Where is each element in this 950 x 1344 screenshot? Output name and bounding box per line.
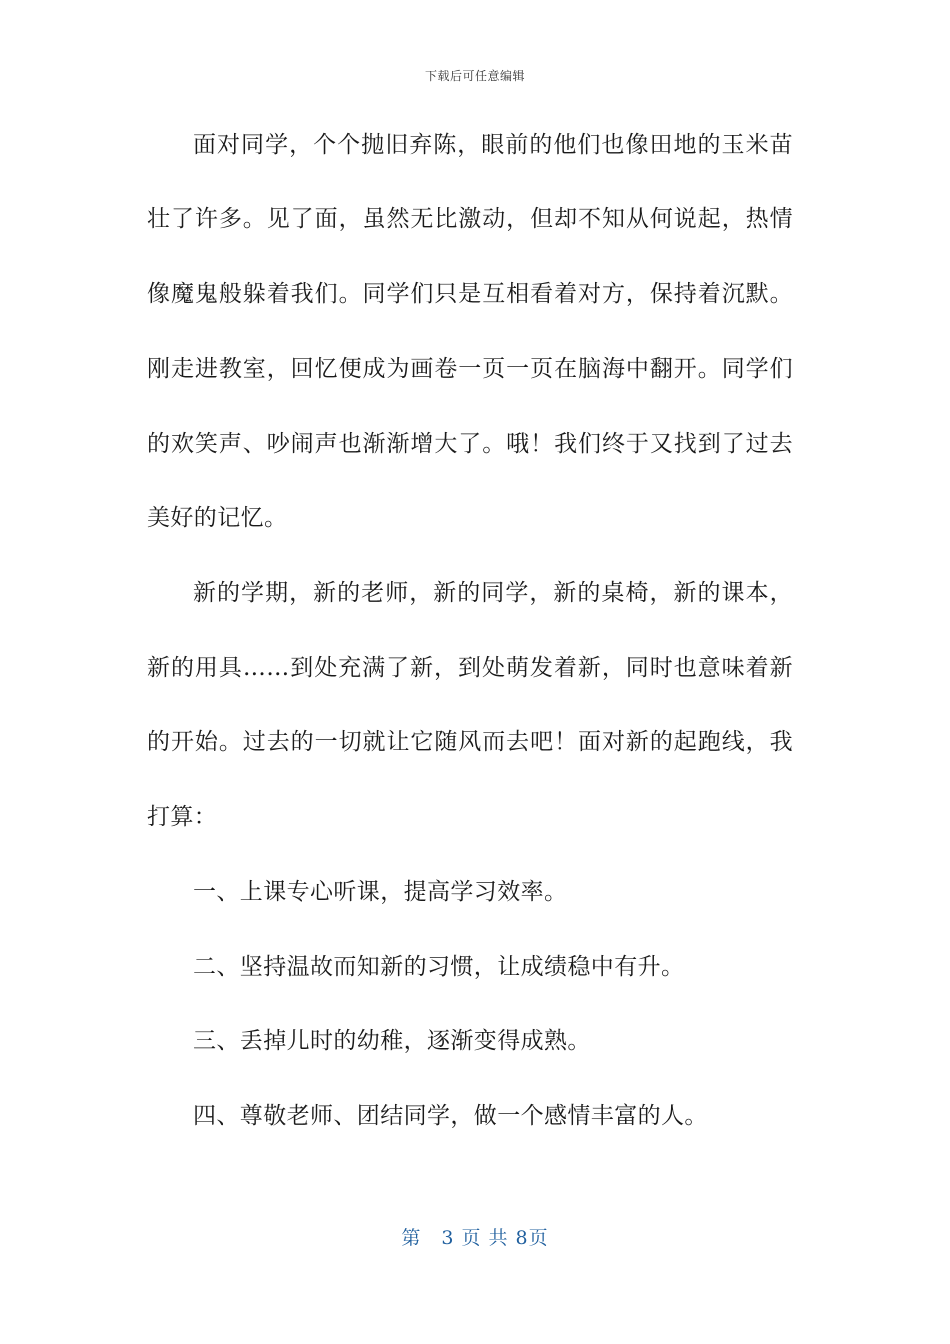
paragraph-line: 美好的记忆。	[147, 505, 288, 531]
paragraph-line: 的欢笑声、吵闹声也渐渐增大了。哦！我们终于又找到了过去	[147, 431, 793, 457]
page-number-footer: 第 3 页 共 8页	[401, 1227, 549, 1249]
paragraph-line: 新的用具……到处充满了新，到处萌发着新，同时也意味着新	[147, 655, 793, 681]
paragraph-line: 新的学期，新的老师，新的同学，新的桌椅，新的课本，	[193, 580, 793, 606]
paragraph-line: 面对同学，个个抛旧弃陈，眼前的他们也像田地的玉米苗	[193, 132, 793, 158]
header-note: 下载后可任意编辑	[424, 69, 525, 83]
paragraph-line: 像魔鬼般躲着我们。同学们只是互相看着对方，保持着沉默。	[147, 281, 793, 307]
list-item: 二、坚持温故而知新的习惯，让成绩稳中有升。	[193, 954, 685, 980]
list-item: 一、上课专心听课，提高学习效率。	[193, 879, 568, 905]
list-item: 三、丢掉儿时的幼稚，逐渐变得成熟。	[193, 1028, 591, 1054]
paragraph-line: 打算：	[147, 804, 218, 830]
list-item: 四、尊敬老师、团结同学，做一个感情丰富的人。	[193, 1103, 708, 1129]
paragraph-line: 的开始。过去的一切就让它随风而去吧！面对新的起跑线，我	[147, 729, 793, 755]
paragraph-line: 壮了许多。见了面，虽然无比激动，但却不知从何说起，热情	[147, 206, 793, 232]
paragraph-line: 刚走进教室，回忆便成为画卷一页一页在脑海中翻开。同学们	[147, 356, 793, 382]
